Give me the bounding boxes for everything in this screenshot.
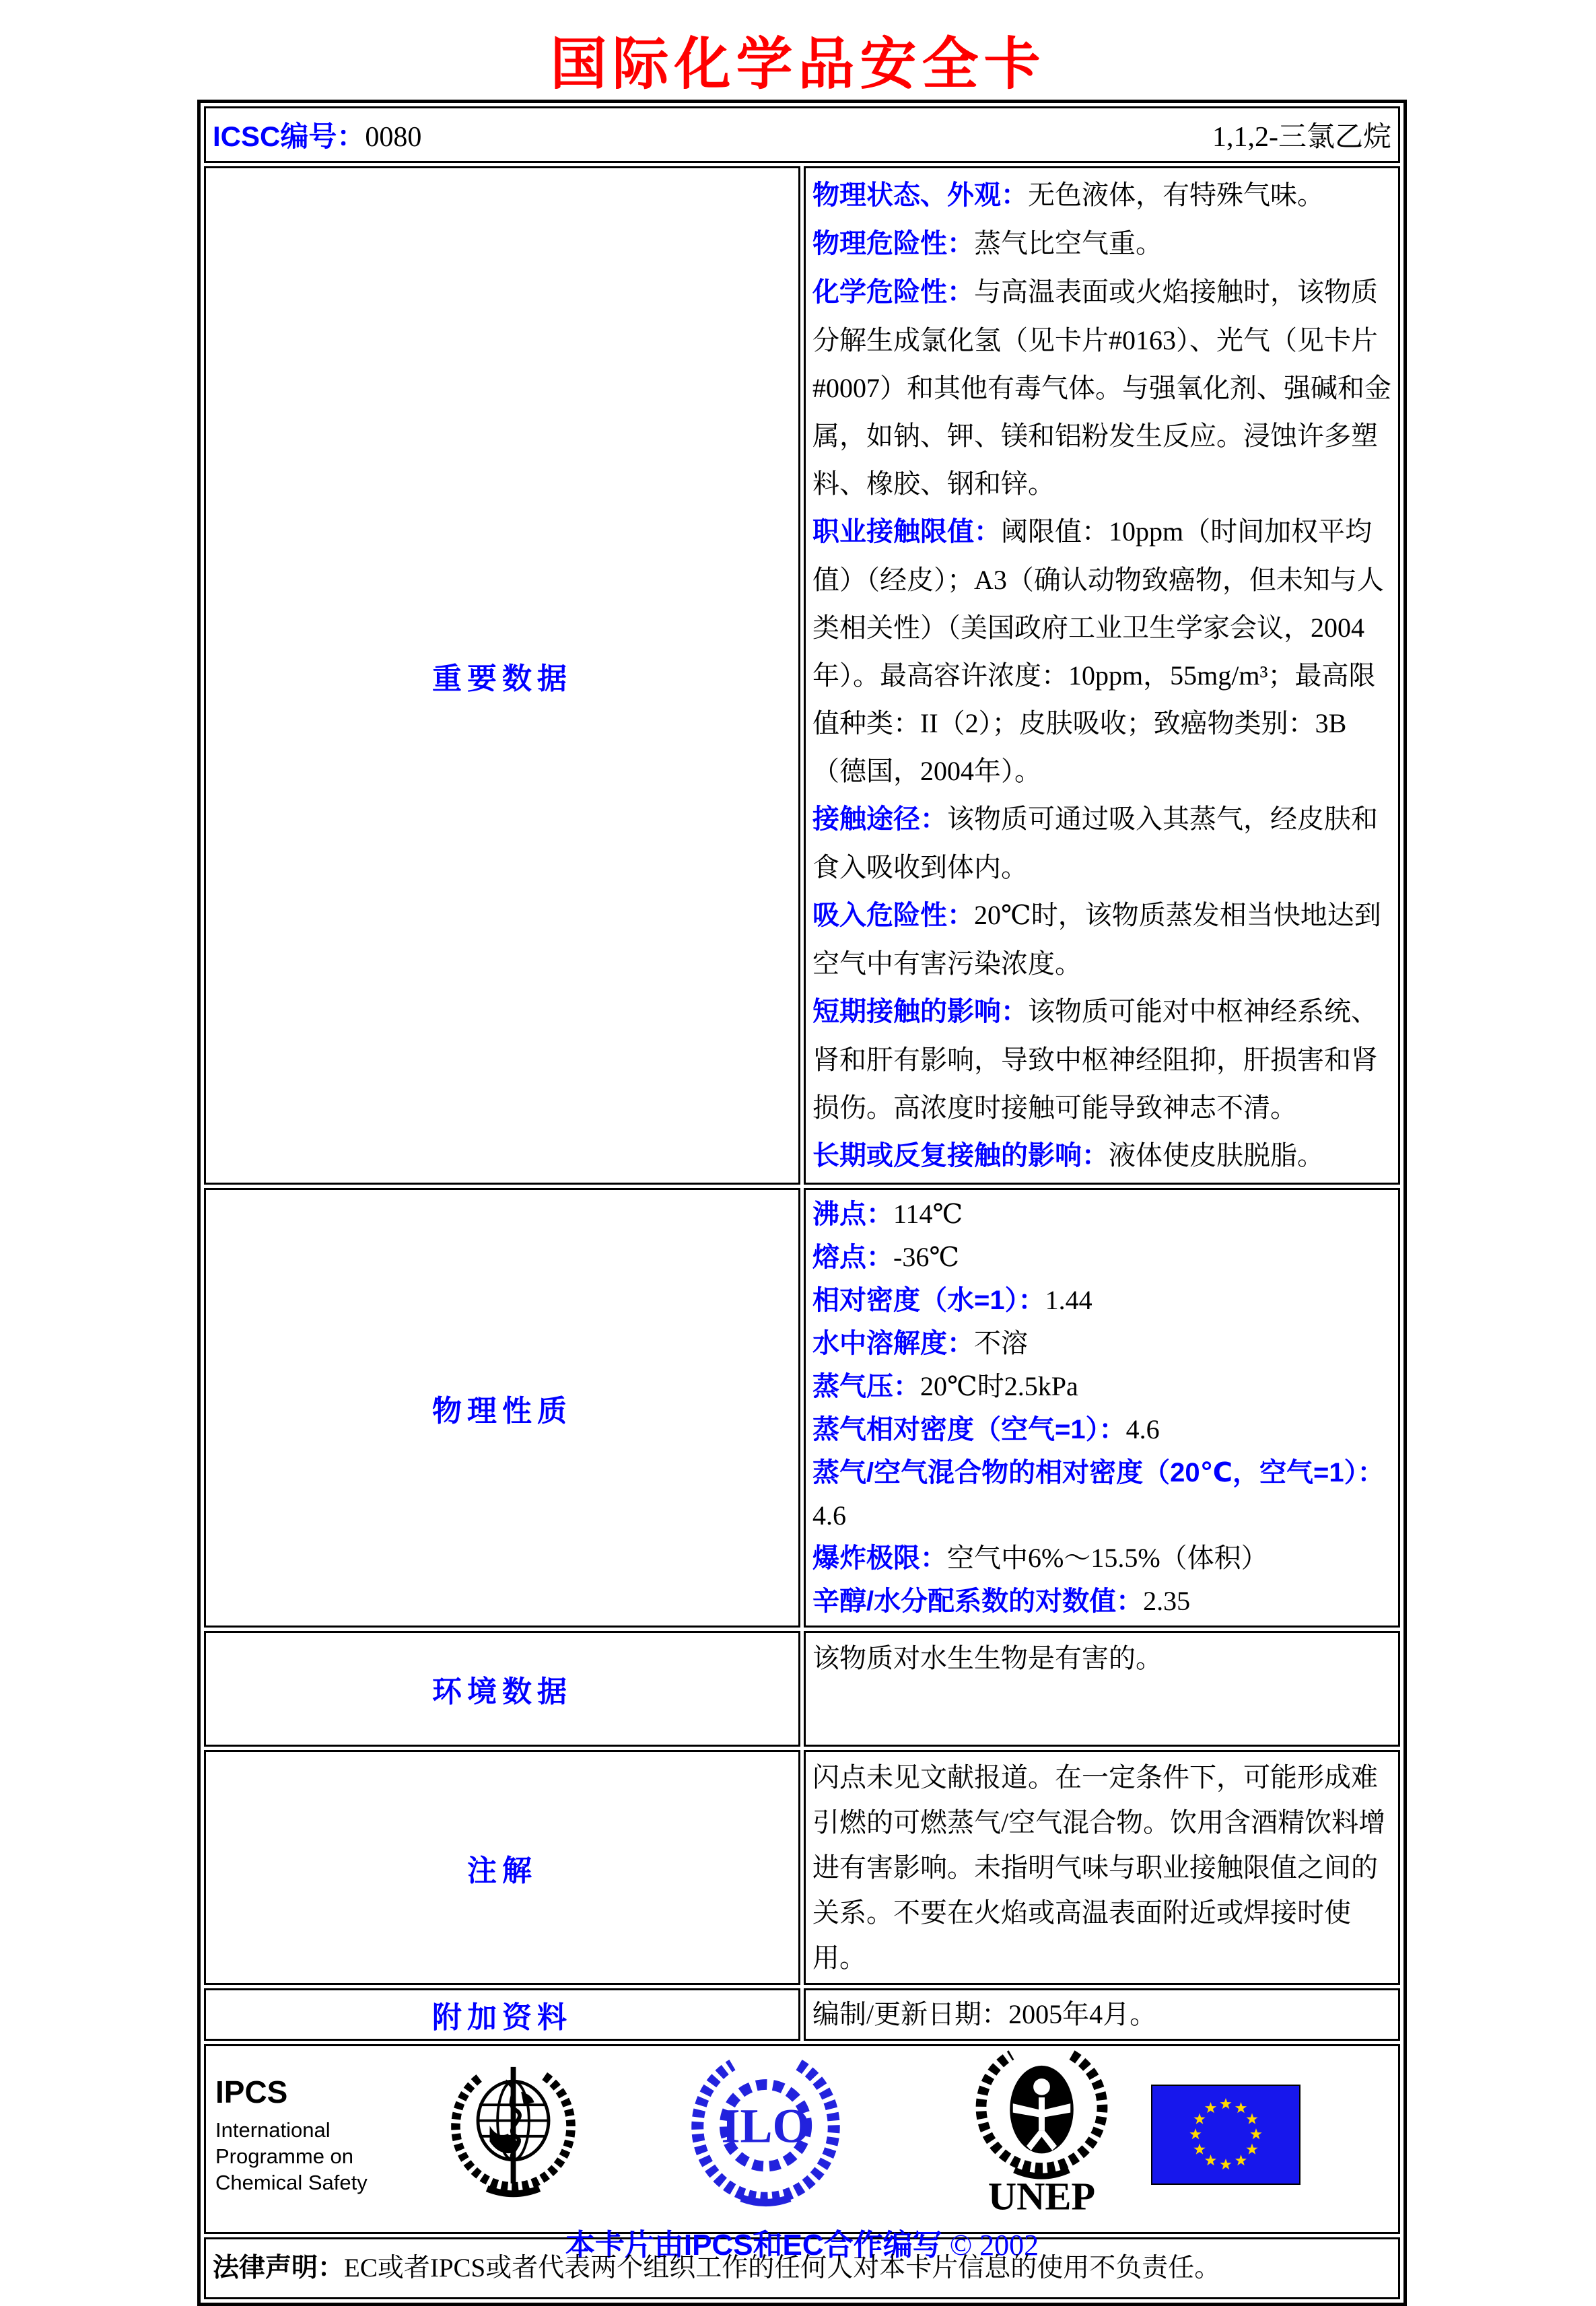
notes-text: 闪点未见文献报道。在一定条件下，可能形成难引燃的可燃蒸气/空气混合物。饮用含酒精饮料增进有害影响。未指明气味与职业接触限值之间的关系。不要在火焰或高温表面附近或焊接时使用。 bbox=[812, 1762, 1386, 1973]
physical-properties-content bbox=[804, 1188, 1400, 1628]
property-label: 熔点： bbox=[812, 1243, 893, 1272]
additional-info-label: 附加资料 bbox=[204, 1988, 800, 2041]
entry-label: 短期接触的影响： bbox=[812, 997, 1028, 1026]
property-label: 蒸气/空气混合物的相对密度（20℃，空气=1）： bbox=[812, 1458, 1385, 1488]
entry-label: 化学危险性： bbox=[812, 277, 974, 307]
unep-logo-icon bbox=[966, 2049, 1117, 2221]
legal-text-wrap bbox=[213, 2248, 1220, 2288]
entry-text: 阈限值：10ppm（时间加权平均值）（经皮）；A3（确认动物致癌物，但未知与人类相关性）（美国政府工业卫生学家会议，2004年）。最高容许浓度：10ppm，55mg/m³；最高限值种类：II（2）；皮肤吸收；致癌物类别：3B（德国，2004年）。 bbox=[812, 516, 1384, 786]
entry-text: 液体使皮肤脱脂。 bbox=[1109, 1140, 1324, 1171]
icsc-number-label: ICSC编号： bbox=[213, 120, 366, 152]
data-entry bbox=[812, 891, 1391, 987]
environmental-data-content bbox=[804, 1631, 1400, 1747]
ipcs-line-3: Chemical Safety bbox=[215, 2171, 368, 2194]
property-entry bbox=[812, 1322, 1391, 1365]
who-logo-icon bbox=[448, 2063, 579, 2206]
credit-text: 本卡片由IPCS和EC合作编写 bbox=[565, 2229, 942, 2262]
property-value: 114℃ bbox=[893, 1199, 963, 1229]
property-value: 20℃时2.5kPa bbox=[920, 1371, 1078, 1401]
legal-label: 法律声明： bbox=[213, 2253, 345, 2282]
important-data-label: 重要数据 bbox=[204, 166, 800, 1185]
eu-flag-icon bbox=[1151, 2085, 1300, 2185]
physical-properties-list bbox=[812, 1193, 1391, 1623]
entry-label: 物理危险性： bbox=[812, 229, 974, 258]
ilo-logo-icon bbox=[690, 2056, 841, 2214]
important-data-row bbox=[204, 166, 1400, 1185]
property-entry bbox=[812, 1236, 1391, 1279]
logos-row bbox=[204, 2044, 1400, 2234]
entry-text: 20℃时，该物质蒸发相当快地达到空气中有害污染浓度。 bbox=[812, 900, 1381, 979]
ipcs-title: IPCS bbox=[215, 2074, 288, 2109]
notes-content bbox=[804, 1750, 1400, 1985]
data-entry bbox=[812, 219, 1391, 268]
physical-properties-row bbox=[204, 1188, 1400, 1628]
entry-text: 与高温表面或火焰接触时，该物质分解生成氯化氢（见卡片#0163）、光气（见卡片#0007）和其他有毒气体。与强氧化剂、强碱和金属，如钠、钾、镁和铝粉发生反应。浸蚀许多塑料、橡胶、钢和锌。 bbox=[812, 277, 1391, 499]
chemical-name: 1,1,2-三氯乙烷 bbox=[1212, 122, 1391, 153]
property-entry bbox=[812, 1365, 1391, 1408]
notes-row bbox=[204, 1750, 1400, 1985]
ipcs-line-2: Programme on bbox=[215, 2144, 354, 2168]
icsc-number-value: 0080 bbox=[365, 122, 422, 153]
icsc-number-group bbox=[213, 114, 421, 155]
environmental-data-row bbox=[204, 1631, 1400, 1747]
entry-label: 职业接触限值： bbox=[812, 517, 1001, 547]
property-value: 4.6 bbox=[812, 1500, 846, 1531]
ipcs-line-1: International bbox=[215, 2118, 331, 2142]
additional-info-text: 编制/更新日期：2005年4月。 bbox=[812, 1999, 1157, 2029]
header-row bbox=[204, 106, 1400, 163]
additional-info-content bbox=[804, 1988, 1400, 2041]
property-entry bbox=[812, 1451, 1391, 1537]
property-value: 4.6 bbox=[1125, 1414, 1160, 1444]
property-entry bbox=[812, 1193, 1391, 1236]
entry-text: 蒸气比空气重。 bbox=[974, 228, 1163, 258]
property-value: 空气中6%～15.5%（体积） bbox=[947, 1543, 1268, 1573]
important-data-content bbox=[804, 166, 1400, 1185]
logos-cell bbox=[204, 2044, 1400, 2262]
page-title: 国际化学品安全卡 bbox=[550, 32, 1046, 96]
entry-label: 物理状态、外观： bbox=[812, 180, 1028, 210]
important-data-list bbox=[812, 171, 1391, 1180]
environmental-data-text: 该物质对水生生物是有害的。 bbox=[812, 1643, 1163, 1673]
data-entry bbox=[812, 1131, 1391, 1180]
property-label: 相对密度（水=1）： bbox=[812, 1286, 1045, 1315]
property-value: 1.44 bbox=[1045, 1285, 1092, 1315]
property-value: 不溶 bbox=[974, 1328, 1028, 1358]
property-label: 蒸气相对密度（空气=1）： bbox=[812, 1415, 1126, 1444]
unep-letters: UNEP bbox=[987, 2174, 1096, 2218]
entry-text: 无色液体，有特殊气味。 bbox=[1028, 180, 1324, 210]
property-entry bbox=[812, 1537, 1391, 1580]
entry-text: 该物质可通过吸入其蒸气，经皮肤和食入吸收到体内。 bbox=[812, 804, 1378, 882]
property-entry bbox=[812, 1580, 1391, 1623]
environmental-data-label: 环境数据 bbox=[204, 1631, 800, 1747]
property-entry bbox=[812, 1408, 1391, 1451]
legal-text: EC或者IPCS或者代表两个组织工作的任何人对本卡片信息的使用不负责任。 bbox=[344, 2253, 1221, 2282]
property-label: 水中溶解度： bbox=[812, 1329, 974, 1358]
property-label: 沸点： bbox=[812, 1199, 893, 1229]
copyright-text: © 2002 bbox=[949, 2229, 1039, 2262]
data-entry bbox=[812, 268, 1391, 508]
data-entry bbox=[812, 508, 1391, 795]
property-value: 2.35 bbox=[1143, 1586, 1191, 1616]
property-label: 辛醇/水分配系数的对数值： bbox=[812, 1586, 1144, 1616]
notes-label: 注解 bbox=[204, 1750, 800, 1985]
data-entry bbox=[812, 171, 1391, 219]
data-entry bbox=[812, 795, 1391, 891]
entry-label: 接触途径： bbox=[812, 804, 947, 834]
property-label: 蒸气压： bbox=[812, 1372, 920, 1401]
icsc-card-table bbox=[197, 100, 1407, 2306]
entry-label: 长期或反复接触的影响： bbox=[812, 1141, 1109, 1171]
entry-text: 该物质可能对中枢神经系统、肾和肝有影响，导致中枢神经阻抑，肝损害和肾损伤。高浓度时接触可能导致神志不清。 bbox=[812, 996, 1378, 1123]
ipcs-text-block bbox=[215, 2074, 417, 2196]
property-value: -36℃ bbox=[893, 1242, 960, 1272]
entry-label: 吸入危险性： bbox=[812, 901, 974, 930]
property-label: 爆炸极限： bbox=[812, 1543, 947, 1573]
additional-info-row bbox=[204, 1988, 1400, 2041]
physical-properties-label: 物理性质 bbox=[204, 1188, 800, 1628]
data-entry bbox=[812, 987, 1391, 1131]
header-cell bbox=[204, 106, 1400, 163]
property-entry bbox=[812, 1279, 1391, 1322]
ilo-letters: ILO bbox=[721, 2099, 810, 2153]
